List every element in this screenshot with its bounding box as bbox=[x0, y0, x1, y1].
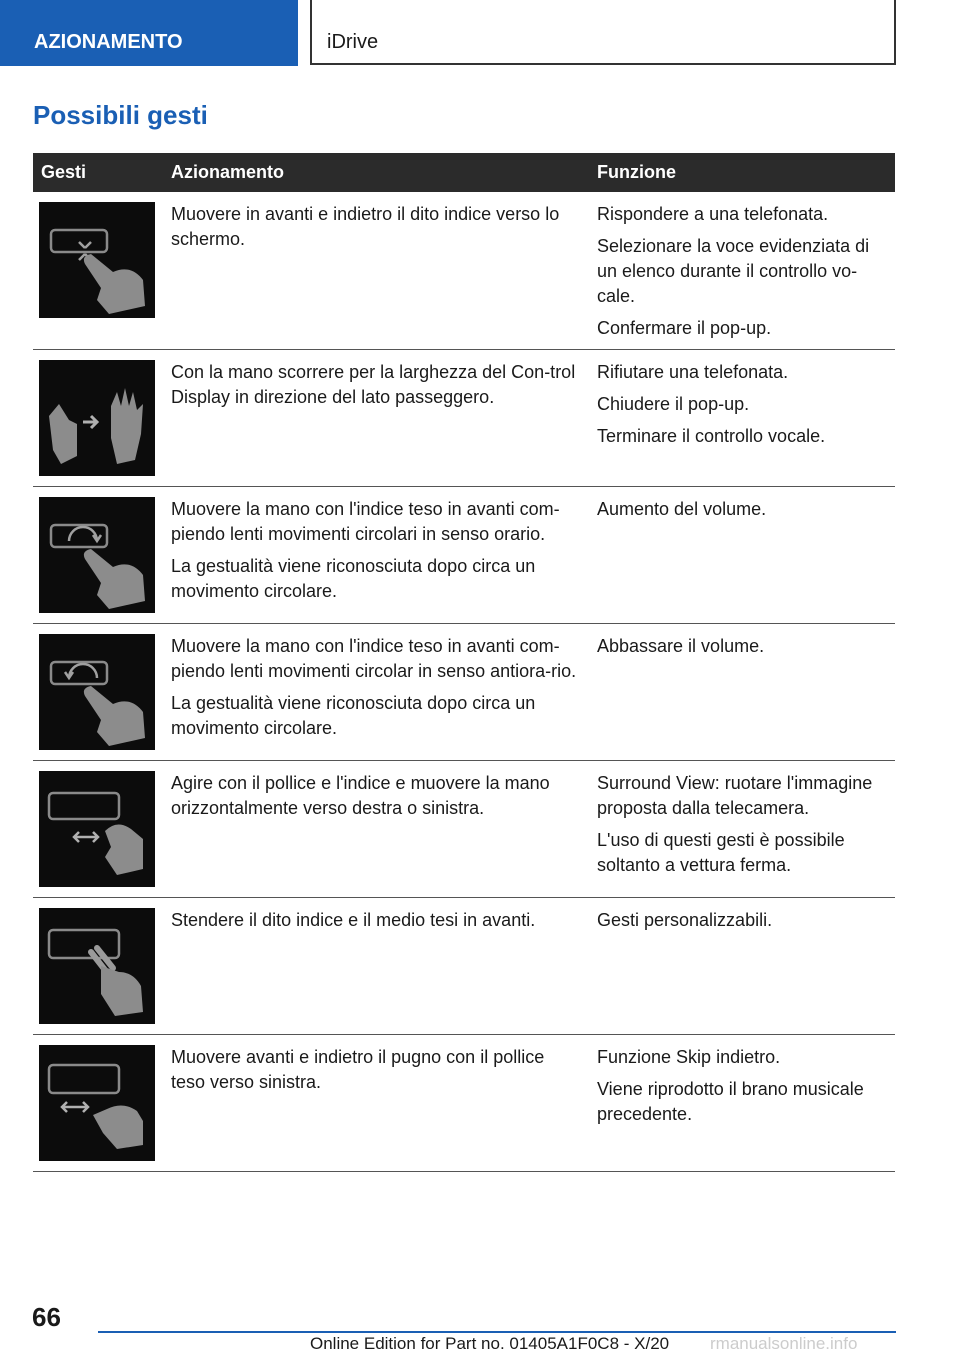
function-cell bbox=[589, 1035, 895, 1172]
action-cell bbox=[163, 898, 589, 1035]
action-cell bbox=[163, 624, 589, 761]
function-text: Surround View: ruotare l'immagine proposta dalla telecamera. bbox=[597, 773, 873, 818]
action-text: Muovere avanti e indietro il pugno con il pollice teso verso sinistra. bbox=[171, 1047, 545, 1092]
function-text: Rifiutare una telefonata. bbox=[597, 362, 789, 382]
action-text: La gestualità viene riconosciuta dopo circa un movimento circolare. bbox=[171, 556, 536, 601]
action-cell bbox=[163, 350, 589, 487]
table-row bbox=[33, 624, 895, 761]
section-tab: AZIONAMENTO bbox=[0, 0, 298, 66]
gesture-image-cell bbox=[33, 192, 163, 350]
function-text: Confermare il pop-up. bbox=[597, 318, 772, 338]
gesture-image-cell bbox=[33, 761, 163, 898]
function-text: Viene riprodotto il brano musicale precedente. bbox=[597, 1079, 864, 1124]
footer-edition: Online Edition for Part no. 01405A1F0C8 - X/20 bbox=[310, 1334, 670, 1353]
fist-thumb-icon bbox=[39, 1045, 155, 1161]
finger-forward-back-icon bbox=[39, 202, 155, 318]
action-text: Agire con il pollice e l'indice e muovere la mano orizzontalmente verso destra o sinistra. bbox=[171, 773, 550, 818]
table-header-row bbox=[33, 153, 895, 192]
gesture-image-cell bbox=[33, 350, 163, 487]
table-row bbox=[33, 898, 895, 1035]
function-text: Rispondere a una telefonata. bbox=[597, 204, 829, 224]
chapter-title: iDrive bbox=[310, 0, 896, 65]
action-cell bbox=[163, 487, 589, 624]
thumb-index-horizontal-icon bbox=[39, 771, 155, 887]
gestures-table bbox=[33, 153, 895, 1172]
gesture-image-cell bbox=[33, 898, 163, 1035]
table-row bbox=[33, 1035, 895, 1172]
function-text: Gesti personalizzabili. bbox=[597, 910, 773, 930]
action-text: Muovere la mano con l'indice teso in avanti com-piendo lenti movimenti circolari in senso orario. bbox=[171, 499, 560, 544]
footer-watermark: rmanualsonline.info bbox=[710, 1334, 858, 1353]
gesture-image-cell bbox=[33, 487, 163, 624]
page-title: Possibili gesti bbox=[33, 100, 208, 130]
circle-clockwise-icon bbox=[39, 497, 155, 613]
action-cell bbox=[163, 192, 589, 350]
page-header bbox=[0, 0, 960, 66]
table-row bbox=[33, 350, 895, 487]
action-text: Muovere in avanti e indietro il dito indice verso lo schermo. bbox=[171, 204, 560, 249]
gesture-image-cell bbox=[33, 1035, 163, 1172]
table-row bbox=[33, 761, 895, 898]
function-text: Abbassare il volume. bbox=[597, 636, 765, 656]
two-fingers-icon bbox=[39, 908, 155, 1024]
function-text: L'uso di questi gesti è possibile soltanto a vettura ferma. bbox=[597, 830, 845, 875]
function-cell bbox=[589, 624, 895, 761]
table-row bbox=[33, 192, 895, 350]
function-cell bbox=[589, 350, 895, 487]
function-text: Selezionare la voce evidenziata di un elenco durante il controllo vo-cale. bbox=[597, 236, 870, 306]
action-text: Stendere il dito indice e il medio tesi in avanti. bbox=[171, 910, 536, 930]
action-text: Con la mano scorrere per la larghezza del Con-trol Display in direzione del lato passeggero. bbox=[171, 362, 576, 407]
function-cell bbox=[589, 487, 895, 624]
function-text: Funzione Skip indietro. bbox=[597, 1047, 781, 1067]
function-text: Aumento del volume. bbox=[597, 499, 767, 519]
action-cell bbox=[163, 761, 589, 898]
function-text: Chiudere il pop-up. bbox=[597, 394, 750, 414]
page-number: 66 bbox=[32, 1302, 61, 1332]
hand-swipe-icon bbox=[39, 360, 155, 476]
action-text: La gestualità viene riconosciuta dopo circa un movimento circolare. bbox=[171, 693, 536, 738]
function-cell bbox=[589, 761, 895, 898]
gesture-image-cell bbox=[33, 624, 163, 761]
column-header-action: Azionamento bbox=[163, 153, 589, 192]
function-cell bbox=[589, 898, 895, 1035]
action-cell bbox=[163, 1035, 589, 1172]
column-header-gestures: Gesti bbox=[33, 153, 163, 192]
function-text: Terminare il controllo vocale. bbox=[597, 426, 826, 446]
action-text: Muovere la mano con l'indice teso in avanti com-piendo lenti movimenti circolar in senso antiora-rio. bbox=[171, 636, 577, 681]
function-cell bbox=[589, 192, 895, 350]
footer-divider bbox=[98, 1331, 896, 1333]
table-row bbox=[33, 487, 895, 624]
circle-counterclockwise-icon bbox=[39, 634, 155, 750]
column-header-function: Funzione bbox=[589, 153, 895, 192]
